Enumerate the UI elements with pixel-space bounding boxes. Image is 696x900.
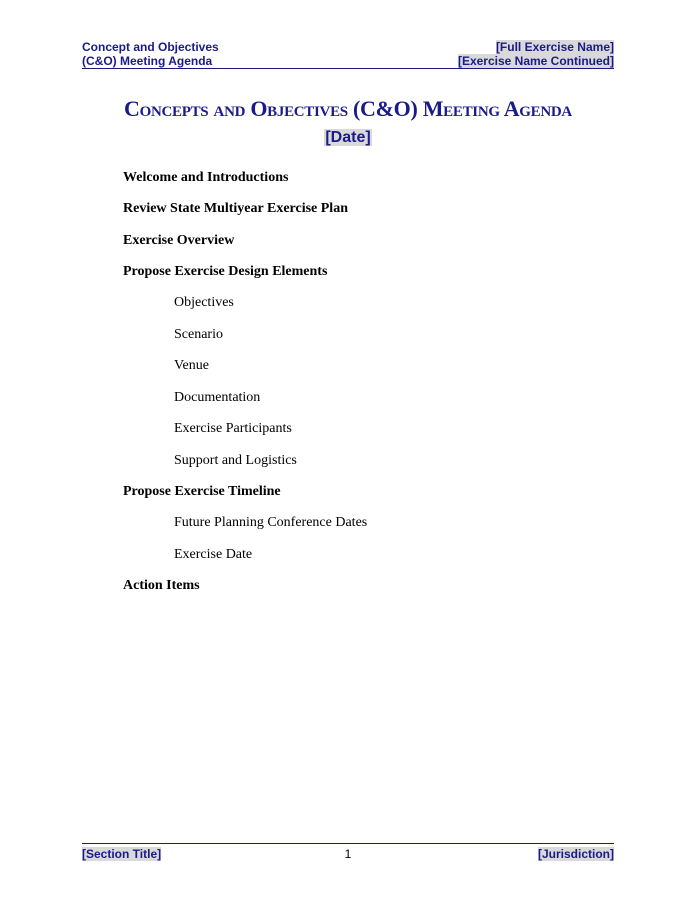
agenda-subitem-label: Support and Logistics	[174, 453, 297, 468]
agenda-subitem-label: Future Planning Conference Dates	[174, 515, 368, 530]
document-title: Concepts and Objectives (C&O) Meeting Agenda	[124, 96, 572, 121]
agenda-item-label: Review State Multiyear Exercise Plan	[123, 201, 348, 216]
footer-jurisdiction: [Jurisdiction]	[537, 847, 614, 861]
footer-section-title: [Section Title]	[82, 847, 162, 861]
agenda-item-label: Exercise Overview	[123, 233, 235, 248]
agenda-subitem-label: Exercise Participants	[174, 421, 292, 436]
agenda-item-label: Propose Exercise Design Elements	[123, 264, 328, 279]
agenda-subitem-label: Objectives	[174, 295, 234, 310]
agenda-subitem-label: Scenario	[174, 327, 223, 342]
date-field: [Date]	[325, 129, 371, 146]
header-right-line1: [Full Exercise Name]	[495, 40, 614, 54]
header-right	[458, 40, 614, 68]
page-header	[82, 40, 614, 69]
page-footer	[82, 843, 614, 864]
header-left-line2: (C&O) Meeting Agenda	[82, 54, 213, 68]
agenda-item-label: Propose Exercise Timeline	[123, 484, 281, 499]
agenda-item-label: Action Items	[123, 578, 200, 593]
footer-page-number: 1	[344, 847, 352, 861]
header-left	[82, 40, 219, 68]
header-left-line1: Concept and Objectives	[82, 40, 219, 54]
date-field-wrap	[0, 129, 696, 147]
agenda-subitem-label: Exercise Date	[174, 547, 253, 562]
agenda-subitem-label: Documentation	[174, 390, 261, 405]
agenda-subitem-label: Venue	[174, 358, 209, 373]
agenda-item-label: Welcome and Introductions	[123, 170, 289, 185]
header-right-line2: [Exercise Name Continued]	[457, 54, 614, 68]
